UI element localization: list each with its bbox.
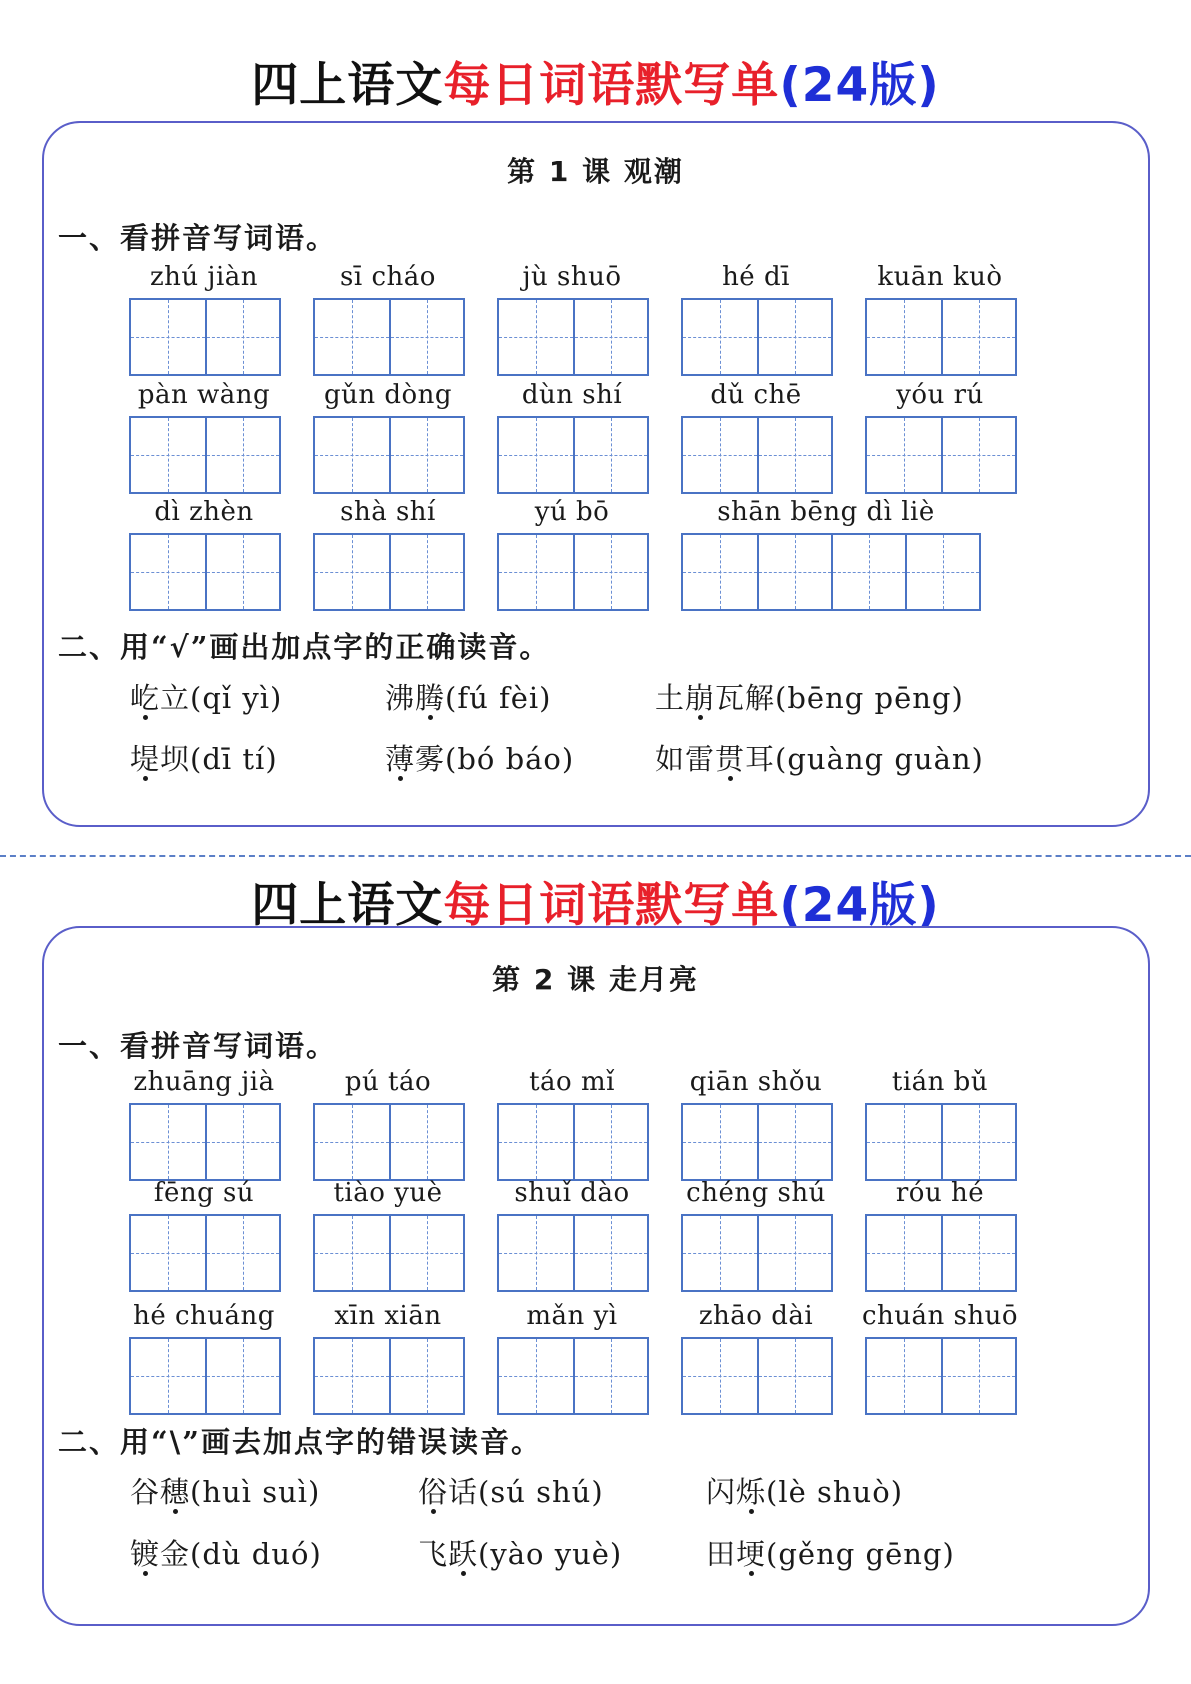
writing-grid[interactable] — [129, 298, 281, 376]
writing-grid[interactable] — [681, 298, 833, 376]
pinyin-label: tiào yuè — [333, 1178, 443, 1208]
pronunciation-question[interactable]: 屹立(qǐ yì) — [130, 681, 283, 715]
writing-grid[interactable] — [313, 298, 465, 376]
pronunciation-question[interactable]: 沸腾(fú fèi) — [385, 681, 552, 715]
writing-grid[interactable] — [681, 1214, 833, 1292]
title-part-name: 每日词语默写单 — [443, 878, 780, 933]
pinyin-label: shān bēng dì liè — [717, 497, 935, 527]
pinyin-label: dùn shí — [521, 380, 623, 410]
pinyin-label: xīn xiān — [334, 1301, 442, 1331]
pinyin-label: qiān shǒu — [689, 1067, 823, 1097]
pinyin-label: jù shuō — [522, 262, 622, 292]
pronunciation-question[interactable]: 田埂(gěng gēng) — [706, 1537, 955, 1571]
pinyin-label: kuān kuò — [877, 262, 1003, 292]
writing-grid[interactable] — [681, 1103, 833, 1181]
writing-grid[interactable] — [865, 416, 1017, 494]
pronunciation-question[interactable]: 俗话(sú shú) — [418, 1475, 604, 1509]
pinyin-label: shà shí — [340, 497, 436, 527]
writing-grid[interactable] — [681, 416, 833, 494]
cut-line — [0, 855, 1191, 857]
section-1-heading: 一、看拼音写词语。 — [58, 1029, 338, 1063]
pronunciation-question[interactable]: 土崩瓦解(bēng pēng) — [655, 681, 964, 715]
writing-grid[interactable] — [129, 1337, 281, 1415]
lesson-title: 第 2 课 走月亮 — [492, 963, 699, 996]
writing-grid[interactable] — [865, 1103, 1017, 1181]
writing-grid[interactable] — [497, 1214, 649, 1292]
pronunciation-question[interactable]: 薄雾(bó báo) — [385, 742, 575, 776]
sheet-title — [0, 48, 1191, 115]
pinyin-label: mǎn yì — [526, 1301, 618, 1331]
pinyin-label: táo mǐ — [529, 1067, 615, 1097]
pinyin-label: róu hé — [895, 1178, 985, 1208]
writing-grid[interactable] — [313, 533, 465, 611]
pinyin-label: shuǐ dào — [514, 1178, 630, 1208]
pinyin-label: fēng sú — [153, 1178, 255, 1208]
writing-grid[interactable] — [865, 1214, 1017, 1292]
title-part-name: 每日词语默写单 — [443, 58, 780, 113]
writing-grid[interactable] — [497, 1337, 649, 1415]
pronunciation-question[interactable]: 飞跃(yào yuè) — [418, 1537, 623, 1571]
writing-grid[interactable] — [129, 1103, 281, 1181]
pinyin-label: zhāo dài — [698, 1301, 814, 1331]
pinyin-label: pàn wàng — [137, 380, 271, 410]
writing-grid[interactable] — [497, 1103, 649, 1181]
section-2-heading: 二、用“√”画出加点字的正确读音。 — [58, 630, 551, 664]
pinyin-label: dì zhèn — [154, 497, 254, 527]
pronunciation-question[interactable]: 镀金(dù duó) — [130, 1537, 322, 1571]
pronunciation-question[interactable]: 闪烁(lè shuò) — [706, 1475, 904, 1509]
pronunciation-question[interactable]: 如雷贯耳(guàng guàn) — [655, 742, 984, 776]
writing-grid[interactable] — [865, 1337, 1017, 1415]
sheet-title — [0, 868, 1191, 935]
writing-grid[interactable] — [497, 533, 649, 611]
section-2-heading: 二、用“\”画去加点字的错误读音。 — [58, 1425, 542, 1459]
lesson-title: 第 1 课 观潮 — [507, 155, 684, 188]
pinyin-label: pú táo — [344, 1067, 432, 1097]
pinyin-label: chéng shú — [686, 1178, 826, 1208]
writing-grid[interactable] — [313, 1103, 465, 1181]
title-part-subject: 四上语文 — [251, 58, 444, 113]
writing-grid[interactable] — [865, 298, 1017, 376]
pinyin-label: hé chuáng — [133, 1301, 275, 1331]
pronunciation-question[interactable]: 堤坝(dī tí) — [130, 742, 278, 776]
pinyin-label: dǔ chē — [710, 380, 802, 410]
title-part-edition: (24版) — [779, 878, 940, 933]
writing-grid[interactable] — [497, 416, 649, 494]
pinyin-label: tián bǔ — [891, 1067, 989, 1097]
writing-grid[interactable] — [497, 298, 649, 376]
writing-grid[interactable] — [129, 416, 281, 494]
writing-grid[interactable] — [129, 533, 281, 611]
writing-grid[interactable] — [313, 416, 465, 494]
pronunciation-question[interactable]: 谷穗(huì suì) — [130, 1475, 321, 1509]
pinyin-label: yú bō — [534, 497, 610, 527]
writing-grid[interactable] — [681, 533, 981, 611]
writing-grid[interactable] — [313, 1337, 465, 1415]
section-1-heading: 一、看拼音写词语。 — [58, 221, 338, 255]
pinyin-label: zhú jiàn — [149, 262, 259, 292]
pinyin-label: yóu rú — [896, 380, 984, 410]
pinyin-label: sī cháo — [340, 262, 436, 292]
writing-grid[interactable] — [129, 1214, 281, 1292]
writing-grid[interactable] — [313, 1214, 465, 1292]
pinyin-label: chuán shuō — [861, 1301, 1019, 1331]
pinyin-label: gǔn dòng — [323, 380, 453, 410]
pinyin-label: zhuāng jià — [133, 1067, 275, 1097]
title-part-edition: (24版) — [779, 58, 940, 113]
title-part-subject: 四上语文 — [251, 878, 444, 933]
pinyin-label: hé dī — [722, 262, 790, 292]
writing-grid[interactable] — [681, 1337, 833, 1415]
